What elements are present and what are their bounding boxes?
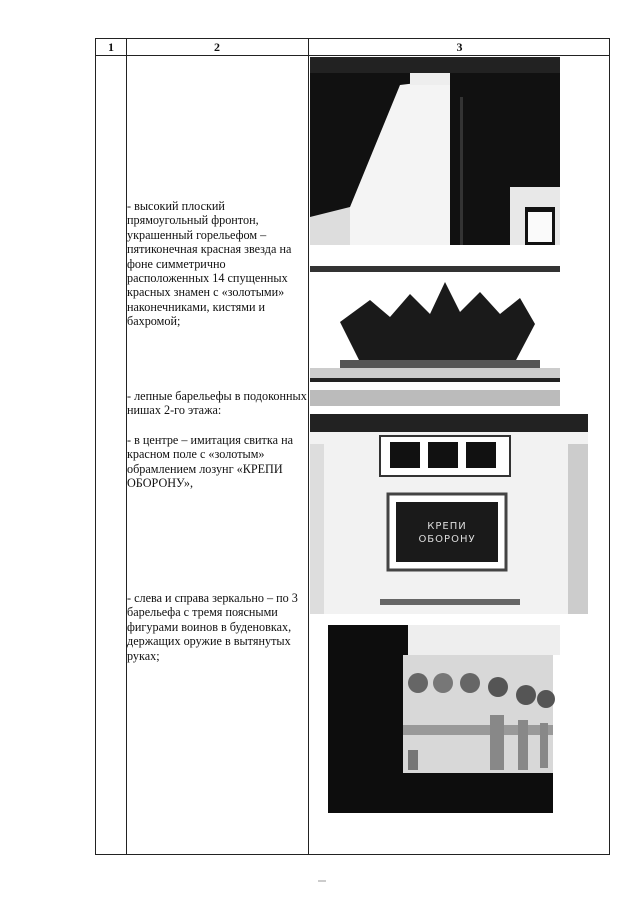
- barelief-intro: [127, 389, 307, 418]
- star-flags-photo: [310, 262, 560, 406]
- center-text: - в центре – имитация свитка на красном поле с «золотым» обрамлением лозунг «КРЕПИ ОБОРОНУ»,: [127, 433, 294, 491]
- header-col-1: 1: [108, 40, 114, 54]
- page-mark: [318, 880, 326, 882]
- barelief-intro-text: - лепные барельефы в подоконных нишах 2-го этажа:: [127, 389, 307, 418]
- fronton-description: [127, 199, 307, 329]
- fronton-text: - высокий плоский прямоугольный фронтон, украшенный горельефом – пятиконечная красная звезда на фоне симметрично расположенных 14 спущенных красных знамен с «золотыми» наконечниками, кистями и бахромой;: [127, 199, 292, 329]
- center-description: [127, 433, 307, 491]
- sides-description: [127, 591, 307, 663]
- slogan-panel-photo: [310, 414, 588, 614]
- sides-text: - слева и справа зеркально – по 3 барельефа с тремя поясными фигурами воинов в буденовках, держащих оружие в вытянутых руках;: [127, 591, 298, 663]
- header-col-3: 3: [456, 40, 463, 54]
- column-divider-2: [308, 39, 309, 854]
- slogan-line-2: ОБОРОНУ: [418, 534, 476, 545]
- header-col-2: 2: [214, 40, 220, 54]
- fronton-photo: [310, 57, 560, 245]
- slogan-line-1: КРЕПИ: [427, 521, 467, 532]
- soldiers-relief-photo: [328, 625, 560, 813]
- slogan-text: [396, 520, 498, 546]
- header-divider: [96, 55, 609, 56]
